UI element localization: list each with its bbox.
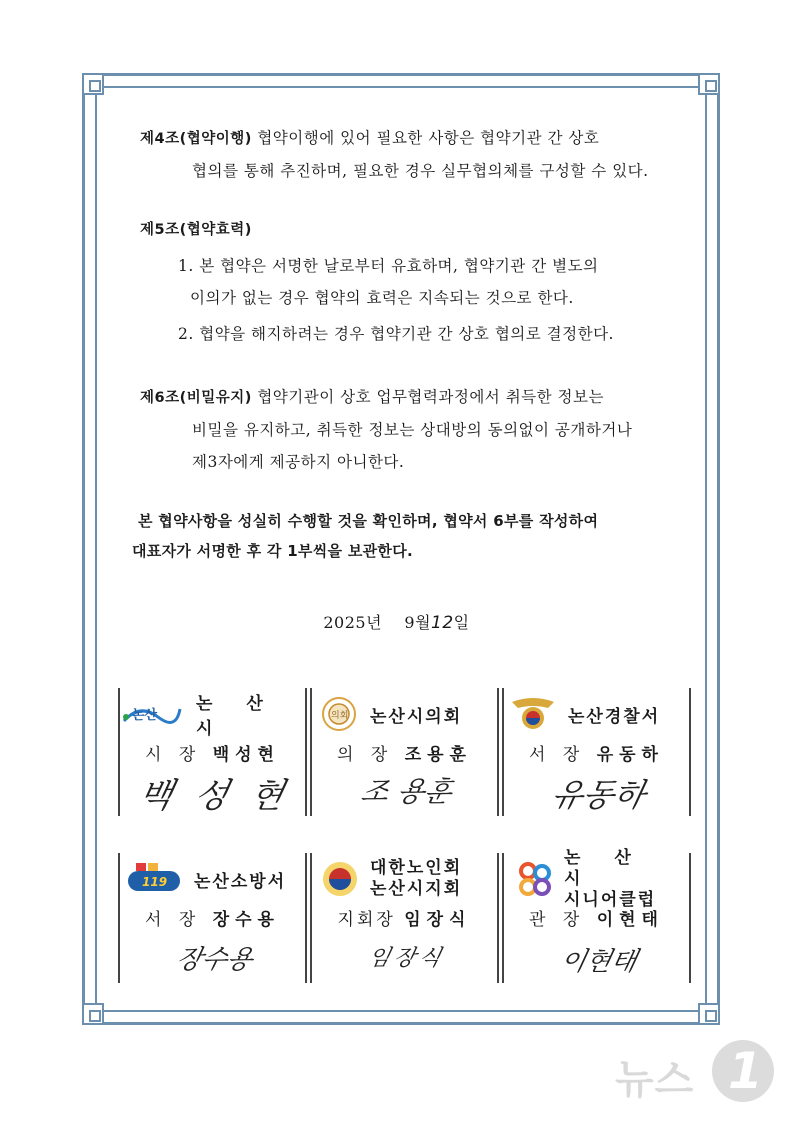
svg-text:119: 119 (142, 875, 168, 889)
signatory-box-senior-association (310, 853, 499, 983)
article-6 (140, 381, 690, 478)
frame-corner-ornament (82, 1003, 104, 1025)
article-5 (140, 214, 690, 350)
closing-line1: 본 협약사항을 성실히 수행할 것을 확인하며, 협약서 6부를 작성하여 (138, 512, 599, 530)
nonsan-city-logo-icon (120, 699, 182, 729)
news-watermark-logo-icon: 1 (712, 1040, 774, 1102)
role-title: 지회장 (337, 910, 396, 930)
role-title: 관 장 (529, 910, 586, 930)
signatory-name: 유동하 (596, 745, 664, 765)
role-title: 의 장 (337, 745, 394, 765)
closing-line2: 대표자가 서명한 후 각 1부씩을 보관한다. (132, 542, 413, 560)
article-5-item2: 2. 협약을 해지하려는 경우 협약기관 간 상호 협의로 결정한다. (178, 325, 614, 343)
article-4-text-line2: 협의를 통해 추진하며, 필요한 경우 실무협의체를 구성할 수 있다. (192, 162, 649, 180)
org-name-line1: 논 산 시 (564, 847, 645, 889)
article-6-heading: 제6조(비밀유지) (140, 390, 252, 406)
date-day-suffix: 일 (453, 613, 470, 632)
article-6-text-line2: 비밀을 유지하고, 취득한 정보는 상대방의 동의없이 공개하거나 (192, 421, 633, 439)
senior-association-logo-icon (318, 859, 362, 899)
signatory-name: 임장식 (404, 910, 472, 930)
org-name: 논산시의회 (370, 706, 463, 727)
svg-text:논산: 논산 (132, 708, 158, 723)
article-5-heading: 제5조(협약효력) (140, 222, 252, 238)
news-watermark-text: 뉴스 (615, 1057, 695, 1103)
article-4-text-line1: 협약이행에 있어 필요한 사항은 협약기관 간 상호 (251, 129, 600, 147)
signatory-name: 장수용 (212, 910, 280, 930)
council-emblem-icon (316, 695, 362, 733)
signatory-name: 이현태 (596, 910, 664, 930)
svg-text:의회: 의회 (331, 711, 349, 721)
date-day: 12 (431, 613, 454, 633)
article-4-heading: 제4조(협약이행) (140, 131, 252, 147)
org-name-line2: 시니어클럽 (564, 889, 657, 910)
date-year: 2025년 (323, 613, 383, 632)
handwritten-signature: 조 용훈 (358, 775, 456, 808)
org-name: 논산경찰서 (568, 706, 661, 727)
handwritten-signature: 백 성 현 (134, 776, 294, 816)
role-title: 서 장 (529, 745, 586, 765)
date-month: 9월 (404, 613, 432, 632)
handwritten-signature: 유동하 (548, 776, 649, 814)
role-title: 서 장 (145, 910, 202, 930)
article-6-text-line3: 제3자에게 제공하지 아니한다. (192, 453, 405, 471)
handwritten-signature: 이현태 (557, 947, 640, 977)
signatory-name: 백성현 (212, 745, 280, 765)
fire-119-logo-icon (126, 861, 182, 897)
article-5-item1-line1: 1. 본 협약은 서명한 날로부터 유효하며, 협약기관 간 별도의 (178, 257, 599, 275)
frame-corner-ornament (698, 1003, 720, 1025)
frame-corner-ornament (82, 73, 104, 95)
signatory-box-nonsan-city (118, 688, 307, 816)
signing-date (0, 610, 793, 633)
closing-statement (132, 506, 696, 566)
role-title: 시 장 (145, 745, 202, 765)
org-name: 논산소방서 (194, 871, 287, 892)
article-6-text-line1: 협약기관이 상호 업무협력과정에서 취득한 정보는 (251, 388, 604, 406)
signatory-name: 조용훈 (404, 745, 472, 765)
signatory-box-police-station (502, 688, 691, 816)
org-name-line1: 대한노인회 (370, 858, 463, 878)
article-5-item1-line2: 이의가 없는 경우 협약의 효력은 지속되는 것으로 한다. (190, 289, 574, 307)
police-emblem-icon (508, 694, 558, 734)
handwritten-signature: 임장식 (366, 946, 448, 971)
frame-corner-ornament (698, 73, 720, 95)
handwritten-signature: 장수용 (173, 945, 256, 975)
org-name: 논 산 시 (196, 694, 277, 739)
signatory-box-senior-club (502, 847, 691, 983)
signatory-box-fire-station (118, 853, 307, 983)
article-4 (140, 122, 690, 187)
org-name-line2: 논산시지회 (370, 879, 463, 899)
signatory-box-city-council (310, 688, 499, 816)
senior-club-logo-icon (512, 859, 556, 899)
